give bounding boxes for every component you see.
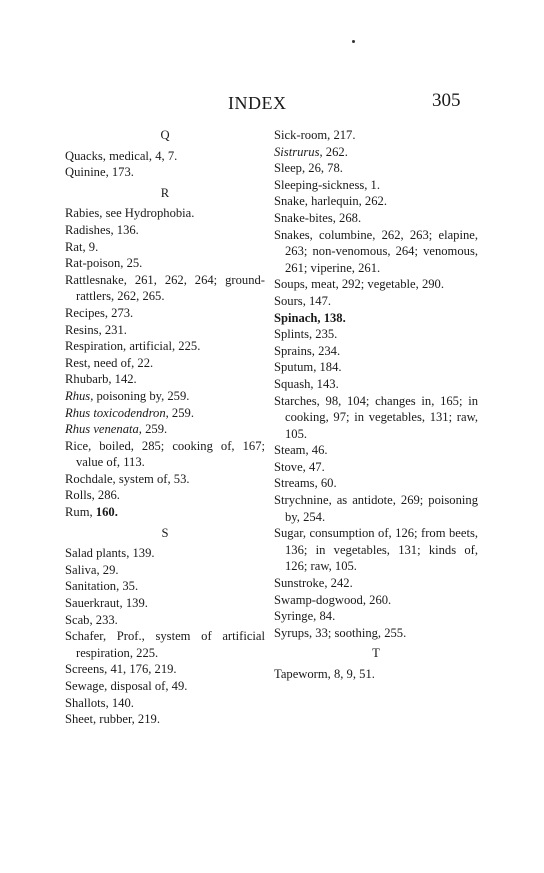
- index-entry: [65, 222, 265, 239]
- index-entry: [274, 525, 478, 575]
- entry-text: Rat-poison, 25.: [65, 256, 143, 271]
- index-entry: [274, 475, 478, 492]
- entry-text: Sauerkraut, 139.: [65, 596, 148, 611]
- entry-term-italic: Sistrurus: [274, 144, 320, 159]
- entry-text: Sleeping-sickness, 1.: [274, 177, 380, 192]
- index-entry: [65, 487, 265, 504]
- entry-text: Sewage, disposal of, 49.: [65, 679, 188, 693]
- entry-text: Tapeworm, 8, 9, 51.: [274, 667, 375, 681]
- page-number: 305: [432, 90, 461, 111]
- entry-text: Syringe, 84.: [274, 609, 336, 624]
- entry-text: Sugar, consumption of, 126; from beets, 136; in vegetables, 131; kinds of, 126; raw, 105.: [274, 526, 478, 574]
- entry-text: Sours, 147.: [274, 293, 332, 308]
- entry-text-bold: Spinach, 138.: [274, 310, 346, 325]
- entry-text: Sheet, rubber, 219.: [65, 712, 160, 727]
- index-entry: [65, 562, 265, 579]
- entry-text: Quacks, medical, 4, 7.: [65, 148, 178, 163]
- entry-text: Salad plants, 139.: [65, 546, 155, 561]
- index-entry: [274, 575, 478, 592]
- entry-text: Splints, 235.: [274, 327, 338, 342]
- index-entry: [274, 393, 478, 443]
- index-entry: [274, 276, 478, 293]
- index-entry: [65, 661, 265, 678]
- index-entry: [65, 628, 265, 661]
- entry-text: Shallots, 140.: [65, 695, 134, 710]
- entry-text: , 262.: [319, 144, 348, 159]
- index-entry: [65, 695, 265, 712]
- index-entry: [65, 438, 265, 471]
- index-entry: [65, 545, 265, 562]
- entry-text: Snakes, columbine, 262, 263; elapine, 263; non-venomous, 264; venomous, 261; viperine, 261.: [274, 227, 478, 275]
- entry-text: Squash, 143.: [274, 376, 339, 391]
- entry-text: Saliva, 29.: [65, 562, 119, 577]
- entry-text: Respiration, artificial, 225.: [65, 339, 201, 354]
- index-column-left: [65, 127, 265, 728]
- entry-page-bold: 160.: [95, 505, 118, 520]
- index-entry: [65, 272, 265, 305]
- index-entry: [65, 239, 265, 256]
- index-entry: [65, 164, 265, 181]
- index-entry: [274, 310, 478, 327]
- index-entry: [65, 421, 265, 438]
- entry-text: Rat, 9.: [65, 239, 99, 254]
- index-entry: [65, 595, 265, 612]
- entry-text: Steam, 46.: [274, 443, 328, 458]
- entry-text: Rhubarb, 142.: [65, 372, 137, 387]
- index-entry: [65, 678, 265, 695]
- entry-text: Sanitation, 35.: [65, 579, 139, 594]
- index-entry: [65, 205, 265, 222]
- entry-text: , 259.: [165, 405, 194, 420]
- index-entry: [274, 492, 478, 525]
- index-entry: [65, 405, 265, 422]
- entry-text: Sprains, 234.: [274, 343, 341, 358]
- index-entry: [65, 711, 265, 728]
- entry-text: Soups, meat, 292; vegetable, 290.: [274, 277, 444, 292]
- entry-text: Stove, 47.: [274, 459, 325, 474]
- entry-text: Recipes, 273.: [65, 305, 134, 320]
- index-entry: [65, 504, 265, 521]
- entry-term-italic: Rhus: [65, 388, 91, 403]
- entry-text: Streams, 60.: [274, 476, 337, 491]
- entry-text: Sputum, 184.: [274, 360, 342, 375]
- section-letter-heading: Q: [160, 128, 170, 142]
- entry-text: Rest, need of, 22.: [65, 355, 154, 370]
- entry-term-italic: Rhus venenata: [65, 422, 139, 437]
- entry-text: Rolls, 286.: [65, 488, 120, 503]
- entry-text: Rabies, see Hydrophobia.: [65, 206, 195, 221]
- entry-text: Resins, 231.: [65, 322, 127, 337]
- index-entry: [274, 177, 478, 194]
- index-entry: [274, 625, 478, 642]
- index-entry: [65, 322, 265, 339]
- index-entry: [65, 612, 265, 629]
- section-letter-heading: R: [160, 185, 170, 200]
- section-letter-heading: T: [372, 646, 380, 661]
- index-entry: [274, 210, 478, 227]
- entry-text: Snake, harlequin, 262.: [274, 194, 387, 209]
- index-entry: [65, 578, 265, 595]
- entry-text: Snake-bites, 268.: [274, 210, 362, 225]
- index-entry: [274, 459, 478, 476]
- entry-text: Scab, 233.: [65, 612, 118, 627]
- section-letter-heading: S: [161, 525, 169, 540]
- index-entry: [65, 471, 265, 488]
- index-entry: [274, 359, 478, 376]
- entry-text: Radishes, 136.: [65, 222, 139, 237]
- entry-term-italic: Rhus toxicodendron: [65, 405, 166, 420]
- index-entry: [274, 127, 478, 144]
- index-entry: [65, 371, 265, 388]
- entry-text: Quinine, 173.: [65, 165, 134, 180]
- entry-text: Starches, 98, 104; changes in, 165; in cooking, 97; in vegetables, 131; raw, 105.: [274, 393, 478, 441]
- running-header-title: INDEX: [228, 93, 287, 113]
- index-entry: [274, 144, 478, 161]
- index-entry: [274, 326, 478, 343]
- entry-text: , poisoning by, 259.: [90, 388, 190, 403]
- entry-text: Sick-room, 217.: [274, 128, 356, 142]
- index-entry: [274, 343, 478, 360]
- index-entry: [65, 338, 265, 355]
- entry-text: Rochdale, system of, 53.: [65, 471, 190, 486]
- index-entry: [274, 376, 478, 393]
- index-entry: [274, 193, 478, 210]
- index-entry: [65, 148, 265, 165]
- index-entry: [274, 442, 478, 459]
- entry-text: Swamp-dogwood, 260.: [274, 592, 392, 607]
- index-entry: [274, 608, 478, 625]
- index-entry: [65, 388, 265, 405]
- index-entry: [274, 160, 478, 177]
- entry-text: Screens, 41, 176, 219.: [65, 662, 177, 677]
- stray-ink-mark: [352, 40, 355, 43]
- index-entry: [274, 666, 478, 683]
- index-entry: [274, 293, 478, 310]
- entry-text: Syrups, 33; soothing, 255.: [274, 625, 407, 640]
- entry-text: Sunstroke, 242.: [274, 576, 353, 591]
- index-entry: [65, 255, 265, 272]
- index-entry: [274, 592, 478, 609]
- entry-text: Schafer, Prof., system of artificial respiration, 225.: [65, 629, 265, 660]
- entry-text: Strychnine, as antidote, 269; poisoning by, 254.: [274, 493, 478, 524]
- index-entry: [65, 355, 265, 372]
- entry-text: , 259.: [138, 422, 168, 437]
- index-column-right: [274, 127, 478, 683]
- entry-text: Rice, boiled, 285; cooking of, 167; value of, 113.: [65, 438, 265, 470]
- entry-text: Rattlesnake, 261, 262, 264; ground-rattlers, 262, 265.: [65, 272, 265, 304]
- entry-text: Rum,: [65, 505, 96, 520]
- entry-text: Sleep, 26, 78.: [274, 161, 343, 176]
- index-entry: [65, 305, 265, 322]
- index-entry: [274, 227, 478, 277]
